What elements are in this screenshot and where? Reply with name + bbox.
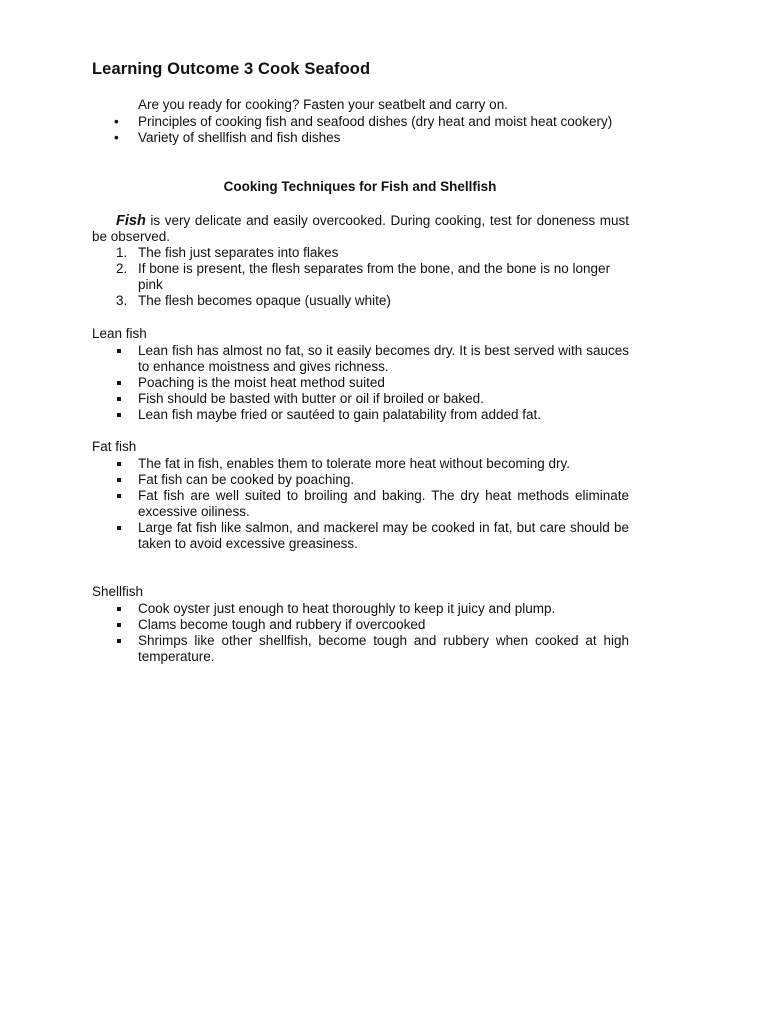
page-title: Learning Outcome 3 Cook Seafood	[92, 60, 371, 78]
list-item	[92, 375, 629, 391]
fat-fish-section	[92, 439, 629, 552]
lean-fish-list	[92, 343, 629, 423]
list-item-text: Clams become tough and rubbery if overcooked	[138, 617, 426, 632]
list-item-text: Poaching is the moist heat method suited	[138, 375, 385, 390]
square-bullet-icon	[117, 494, 121, 498]
fat-fish-list	[92, 456, 629, 552]
list-item	[92, 601, 629, 617]
intro-section	[92, 97, 632, 147]
lean-fish-heading: Lean fish	[92, 326, 147, 341]
list-item	[92, 343, 629, 375]
list-item-text: Large fat fish like salmon, and mackerel may be cooked in fat, but care should be taken to avoid excessive greasiness.	[138, 520, 629, 551]
fish-paragraph	[92, 213, 629, 245]
doneness-step	[92, 261, 629, 293]
doneness-step	[92, 245, 629, 261]
doneness-steps-list	[92, 245, 629, 309]
bullet-dot-icon: •	[114, 130, 119, 145]
step-text: The flesh becomes opaque (usually white)	[138, 293, 391, 308]
step-text: If bone is present, the flesh separates from the bone, and the bone is no longer pink	[138, 261, 611, 292]
fish-term: Fish	[116, 213, 146, 229]
intro-bullet-item	[92, 130, 632, 147]
list-item-text: Cook oyster just enough to heat thoroughly to keep it juicy and plump.	[138, 601, 556, 616]
square-bullet-icon	[117, 381, 121, 385]
list-item-text: Fat fish are well suited to broiling and baking. The dry heat methods eliminate excessive oiliness.	[138, 488, 629, 519]
list-item-text: Fish should be basted with butter or oil if broiled or baked.	[138, 391, 484, 406]
square-bullet-icon	[117, 462, 121, 466]
list-item	[92, 407, 629, 423]
list-item-text: Lean fish maybe fried or sautéed to gain palatability from added fat.	[138, 407, 541, 422]
list-item	[92, 456, 629, 472]
shellfish-heading: Shellfish	[92, 584, 144, 599]
list-item	[92, 391, 629, 407]
fish-doneness-section	[92, 213, 629, 309]
square-bullet-icon	[117, 639, 121, 643]
square-bullet-icon	[117, 478, 121, 482]
list-item-text: The fat in fish, enables them to tolerate more heat without becoming dry.	[138, 456, 570, 471]
step-number: 1.	[116, 245, 128, 260]
square-bullet-icon	[117, 397, 121, 401]
square-bullet-icon	[117, 623, 121, 627]
step-number: 3.	[116, 293, 128, 308]
step-number: 2.	[116, 261, 128, 276]
list-item	[92, 488, 629, 520]
shellfish-list	[92, 601, 629, 665]
doneness-step	[92, 293, 629, 309]
intro-bullet-item	[92, 114, 632, 131]
list-item	[92, 633, 629, 665]
fat-fish-heading: Fat fish	[92, 439, 137, 454]
square-bullet-icon	[117, 526, 121, 530]
intro-lead: Are you ready for cooking? Fasten your seatbelt and carry on.	[138, 97, 508, 112]
intro-bullet-text: Principles of cooking fish and seafood dishes (dry heat and moist heat cookery)	[138, 113, 613, 129]
list-item	[92, 472, 629, 488]
intro-bullet-list	[92, 114, 632, 147]
list-item-text: Lean fish has almost no fat, so it easily becomes dry. It is best served with sauces to enhance moistness and gives richness.	[138, 343, 629, 374]
fish-text: is very delicate and easily overcooked. During cooking, test for doneness must be observed.	[92, 213, 629, 244]
list-item-text: Shrimps like other shellfish, become tough and rubbery when cooked at high temperature.	[138, 633, 629, 664]
square-bullet-icon	[117, 413, 121, 417]
list-item-text: Fat fish can be cooked by poaching.	[138, 472, 355, 487]
intro-bullet-text: Variety of shellfish and fish dishes	[138, 130, 341, 145]
list-item	[92, 617, 629, 633]
shellfish-section	[92, 584, 629, 665]
step-text: The fish just separates into flakes	[138, 245, 339, 260]
lean-fish-section	[92, 326, 629, 423]
bullet-dot-icon: •	[114, 113, 119, 129]
square-bullet-icon	[117, 607, 121, 611]
square-bullet-icon	[117, 349, 121, 353]
list-item	[92, 520, 629, 552]
section-title: Cooking Techniques for Fish and Shellfish	[223, 179, 497, 194]
